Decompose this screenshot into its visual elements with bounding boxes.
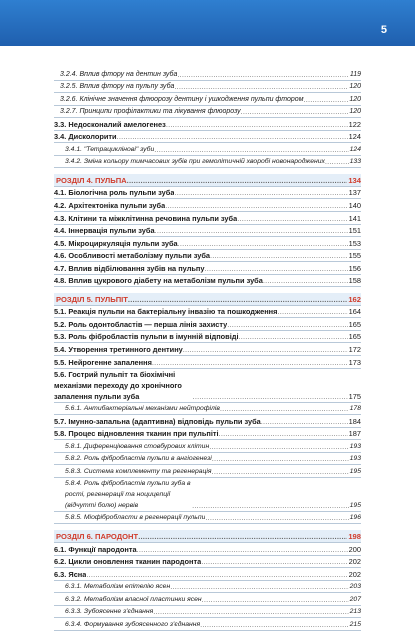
toc-entry-title: РОЗДІЛ 5. ПУЛЬПІТ <box>56 294 128 304</box>
toc-entry[interactable] <box>54 187 361 200</box>
toc-entry[interactable] <box>54 237 361 250</box>
toc-entry-title: 3.2.6. Клінічне значення флюорозу дентину і ушкодження пульпи фтором <box>60 95 304 103</box>
toc-entry-title: 3.4.1. "Тетрациклінові" зуби <box>65 145 155 153</box>
toc-leader-dots <box>241 106 349 117</box>
toc-entry[interactable] <box>54 415 361 428</box>
toc-entry-title: 5.8.1. Диференціювання стовбурових клітин <box>65 442 210 450</box>
toc-entry[interactable] <box>54 453 361 466</box>
toc-leader-dots <box>183 344 348 355</box>
toc-page-number: 207 <box>349 595 361 603</box>
toc-page-number: 120 <box>349 108 361 116</box>
toc-page-number: 198 <box>348 531 361 541</box>
toc-page-number: 137 <box>348 188 361 198</box>
toc-entry[interactable] <box>54 343 361 356</box>
toc-leader-dots <box>212 466 349 477</box>
toc-page-number: 120 <box>349 95 361 103</box>
toc-entry[interactable] <box>54 143 361 156</box>
toc-page-number: 193 <box>349 455 361 463</box>
toc-section-heading[interactable] <box>54 530 361 543</box>
toc-leader-dots <box>155 225 348 236</box>
toc-page-number: 195 <box>349 467 361 475</box>
toc-entry-title: 6.1. Функції пародонта <box>54 544 137 554</box>
toc-page-number: 173 <box>348 357 361 367</box>
toc-leader-dots <box>212 453 349 464</box>
toc-page-number: 213 <box>349 608 361 616</box>
toc-entry-title: 6.3.3. Зубоясенне з'єднання <box>65 608 154 616</box>
toc-page-number: 119 <box>349 70 361 78</box>
toc-page-number: 203 <box>349 583 361 591</box>
toc-leader-dots <box>127 175 348 186</box>
toc-leader-dots <box>137 544 348 555</box>
toc-leader-dots <box>152 357 348 368</box>
toc-entry[interactable] <box>54 106 361 119</box>
toc-leader-dots <box>178 238 348 249</box>
toc-leader-dots <box>153 606 348 617</box>
toc-entry-title: 5.8.4. Роль фібробластів пульпи зуба в рості, регенерації та ноцицепції (відчутті болю) нервів <box>65 479 191 509</box>
toc-entry[interactable] <box>54 478 361 512</box>
toc-leader-dots <box>325 156 349 167</box>
toc-page-number: 124 <box>348 132 361 142</box>
toc-page-number: 172 <box>348 345 361 355</box>
toc-entry-title: 3.2.7. Принципи профілактики та лікування флюорозу <box>60 108 241 116</box>
toc-entry-title: 3.2.5. Вплив фтору на пульпу зуба <box>60 83 175 91</box>
toc-leader-dots <box>201 556 347 567</box>
toc-leader-dots <box>192 500 348 511</box>
toc-page-number: 141 <box>348 213 361 223</box>
toc-leader-dots <box>227 319 347 330</box>
toc-leader-dots <box>117 131 348 142</box>
toc-entry[interactable] <box>54 131 361 144</box>
toc-entry[interactable] <box>54 428 361 441</box>
toc-entry-title: 5.8.5. Міофібробласти в регенерації пульпи <box>65 514 206 522</box>
toc-page-number: 202 <box>348 557 361 567</box>
toc-entry[interactable] <box>54 512 361 525</box>
toc-page-number: 193 <box>349 442 361 450</box>
toc-leader-dots <box>263 275 348 286</box>
toc-page-number: 175 <box>348 391 361 401</box>
toc-entry[interactable] <box>54 543 361 556</box>
toc-leader-dots <box>209 441 348 452</box>
toc-entry-title: 4.6. Особливості метаболізму пульпи зуба <box>54 251 210 261</box>
toc-entry[interactable] <box>54 250 361 263</box>
toc-entry[interactable] <box>54 93 361 106</box>
toc-leader-dots <box>200 619 349 630</box>
toc-entry[interactable] <box>54 306 361 319</box>
toc-entry[interactable] <box>54 318 361 331</box>
toc-entry[interactable] <box>54 356 361 369</box>
toc-entry-title: 6.3.4. Формування зубоясенного з'єднання <box>65 620 201 628</box>
page-number: 5 <box>380 24 387 36</box>
toc-page-number: 178 <box>349 405 361 413</box>
toc-page-number: 134 <box>348 175 361 185</box>
toc-page-number: 187 <box>348 429 361 439</box>
toc-leader-dots <box>304 94 349 105</box>
toc-section-heading[interactable] <box>54 174 361 187</box>
toc-leader-dots <box>170 581 348 592</box>
toc-entry[interactable] <box>54 118 361 131</box>
toc-leader-dots <box>166 119 348 130</box>
toc-entry-title: 5.7. Імунно-запальна (адаптивна) відповідь пульпи зуба <box>54 416 261 426</box>
header-band <box>0 0 415 46</box>
toc-page-number: 120 <box>349 83 361 91</box>
toc-entry[interactable] <box>54 262 361 275</box>
toc-section-heading[interactable] <box>54 293 361 306</box>
toc-leader-dots <box>210 250 348 261</box>
toc-page-number: 158 <box>348 276 361 286</box>
toc-leader-dots <box>193 391 348 402</box>
toc-entry[interactable] <box>54 403 361 416</box>
toc-entry-title: 4.7. Вплив відбілювання зубів на пульпу <box>54 263 205 273</box>
toc-entry[interactable] <box>54 465 361 478</box>
toc-entry[interactable] <box>54 618 361 631</box>
toc-leader-dots <box>219 428 348 439</box>
toc-entry-title: 3.3. Недосконалий амелогенез <box>54 119 166 129</box>
toc-page-number: 200 <box>348 544 361 554</box>
toc-leader-dots <box>202 594 349 605</box>
toc-page-number: 165 <box>348 332 361 342</box>
toc-leader-dots <box>205 512 348 523</box>
toc-entry[interactable] <box>54 606 361 619</box>
toc-page-number: 151 <box>348 226 361 236</box>
toc-entry-title: 5.3. Роль фібробластів пульпи в імунній відповіді <box>54 332 239 342</box>
toc-leader-dots <box>165 200 347 211</box>
toc-leader-dots <box>220 403 349 414</box>
toc-entry-title: 5.8.2. Роль фібробластів пульпи в ангіогенезі <box>65 455 212 463</box>
toc-entry-title: 5.5. Нейрогенне запалення <box>54 357 152 367</box>
toc-entry-title: 5.6.1. Антибактеріальні механізми нейтрофілів <box>65 405 220 413</box>
toc-page-number: 153 <box>348 238 361 248</box>
toc-page-number: 184 <box>348 416 361 426</box>
toc-entry-title: РОЗДІЛ 6. ПАРОДОНТ <box>56 531 139 541</box>
toc-page-number: 215 <box>349 620 361 628</box>
toc-leader-dots <box>177 69 348 80</box>
toc-page-number: 122 <box>348 119 361 129</box>
toc-entry-title: 3.4.2. Зміна кольору тимчасових зубів при гемолітичній хворобі новонароджених <box>65 158 325 166</box>
toc-page-number: 164 <box>348 307 361 317</box>
toc-entry[interactable] <box>54 225 361 238</box>
toc-leader-dots <box>174 81 348 92</box>
toc-entry-title: 4.2. Архітектоніка пульпи зуба <box>54 201 166 211</box>
toc-entry[interactable] <box>54 331 361 344</box>
toc-leader-dots <box>237 213 347 224</box>
toc-entry-title: 4.8. Вплив цукрового діабету на метаболізм пульпи зуба <box>54 276 263 286</box>
toc-page-number: 124 <box>349 145 361 153</box>
toc-leader-dots <box>205 263 348 274</box>
toc-entry-title: 3.2.4. Вплив фтору на дентин зуба <box>60 70 178 78</box>
toc-page-number: 202 <box>348 569 361 579</box>
toc-entry[interactable] <box>54 275 361 288</box>
toc-entry-title: РОЗДІЛ 4. ПУЛЬПА <box>56 175 127 185</box>
toc-entry-title: 6.3.2. Метаболізм власної пластинки ясен <box>65 595 202 603</box>
toc-page-number: 162 <box>348 294 361 304</box>
toc-entry-title: 6.2. Цикли оновлення тканин пародонта <box>54 557 202 567</box>
toc-entry-title: 4.3. Клітини та міжклітинна речовина пульпи зуба <box>54 213 238 223</box>
toc-leader-dots <box>261 416 348 427</box>
toc-entry[interactable] <box>54 568 361 581</box>
toc-entry-title: 4.5. Мікроциркуляція пульпи зуба <box>54 238 178 248</box>
toc-entry[interactable] <box>54 593 361 606</box>
toc-page-number: 155 <box>348 251 361 261</box>
toc-leader-dots <box>277 306 347 317</box>
toc-leader-dots <box>154 144 348 155</box>
toc-entry-title: 5.2. Роль одонтобластів — перша лінія захисту <box>54 319 228 329</box>
toc-entry-title: 5.8.3. Система комплементу та регенерація <box>65 467 212 475</box>
toc-entry[interactable] <box>54 369 361 403</box>
toc-leader-dots <box>128 294 347 305</box>
toc-page-number: 156 <box>348 263 361 273</box>
toc-entry[interactable] <box>54 440 361 453</box>
toc-entry-title: 5.4. Утворення третинного дентину <box>54 345 183 355</box>
toc-entry[interactable] <box>54 556 361 569</box>
toc-entry[interactable] <box>54 212 361 225</box>
toc-entry[interactable] <box>54 156 361 169</box>
toc-page-number: 195 <box>349 501 361 509</box>
toc-leader-dots <box>86 569 347 580</box>
toc-entry-title: 5.6. Гострий пульпіт та біохімічні механізми переходу до хронічного запалення пульпи зуба <box>54 369 182 401</box>
toc-entry-title: 6.3. Ясна <box>54 569 87 579</box>
toc-page-number: 133 <box>349 158 361 166</box>
toc-entry[interactable] <box>54 199 361 212</box>
toc-entry[interactable] <box>54 581 361 594</box>
toc-leader-dots <box>174 187 347 198</box>
toc-entry-title: 6.3.1. Метаболізм епітелію ясен <box>65 583 171 591</box>
toc-entry-title: 4.1. Біологічна роль пульпи зуба <box>54 188 175 198</box>
toc-leader-dots <box>138 531 347 542</box>
toc-entry-title: 4.4. Іннервація пульпи зуба <box>54 226 155 236</box>
toc-entry-title: 5.8. Процес відновлення тканин при пульпіті <box>54 429 219 439</box>
toc-entry[interactable] <box>54 81 361 94</box>
toc-leader-dots <box>239 331 348 342</box>
table-of-contents <box>54 68 361 631</box>
toc-entry[interactable] <box>54 68 361 81</box>
toc-entry-title: 3.4. Дисколорити <box>54 132 117 142</box>
toc-page-number: 196 <box>349 514 361 522</box>
toc-page-number: 165 <box>348 319 361 329</box>
toc-page-number: 140 <box>348 201 361 211</box>
toc-entry-title: 5.1. Реакція пульпи на бактеріальну інвазію та пошкодження <box>54 307 278 317</box>
